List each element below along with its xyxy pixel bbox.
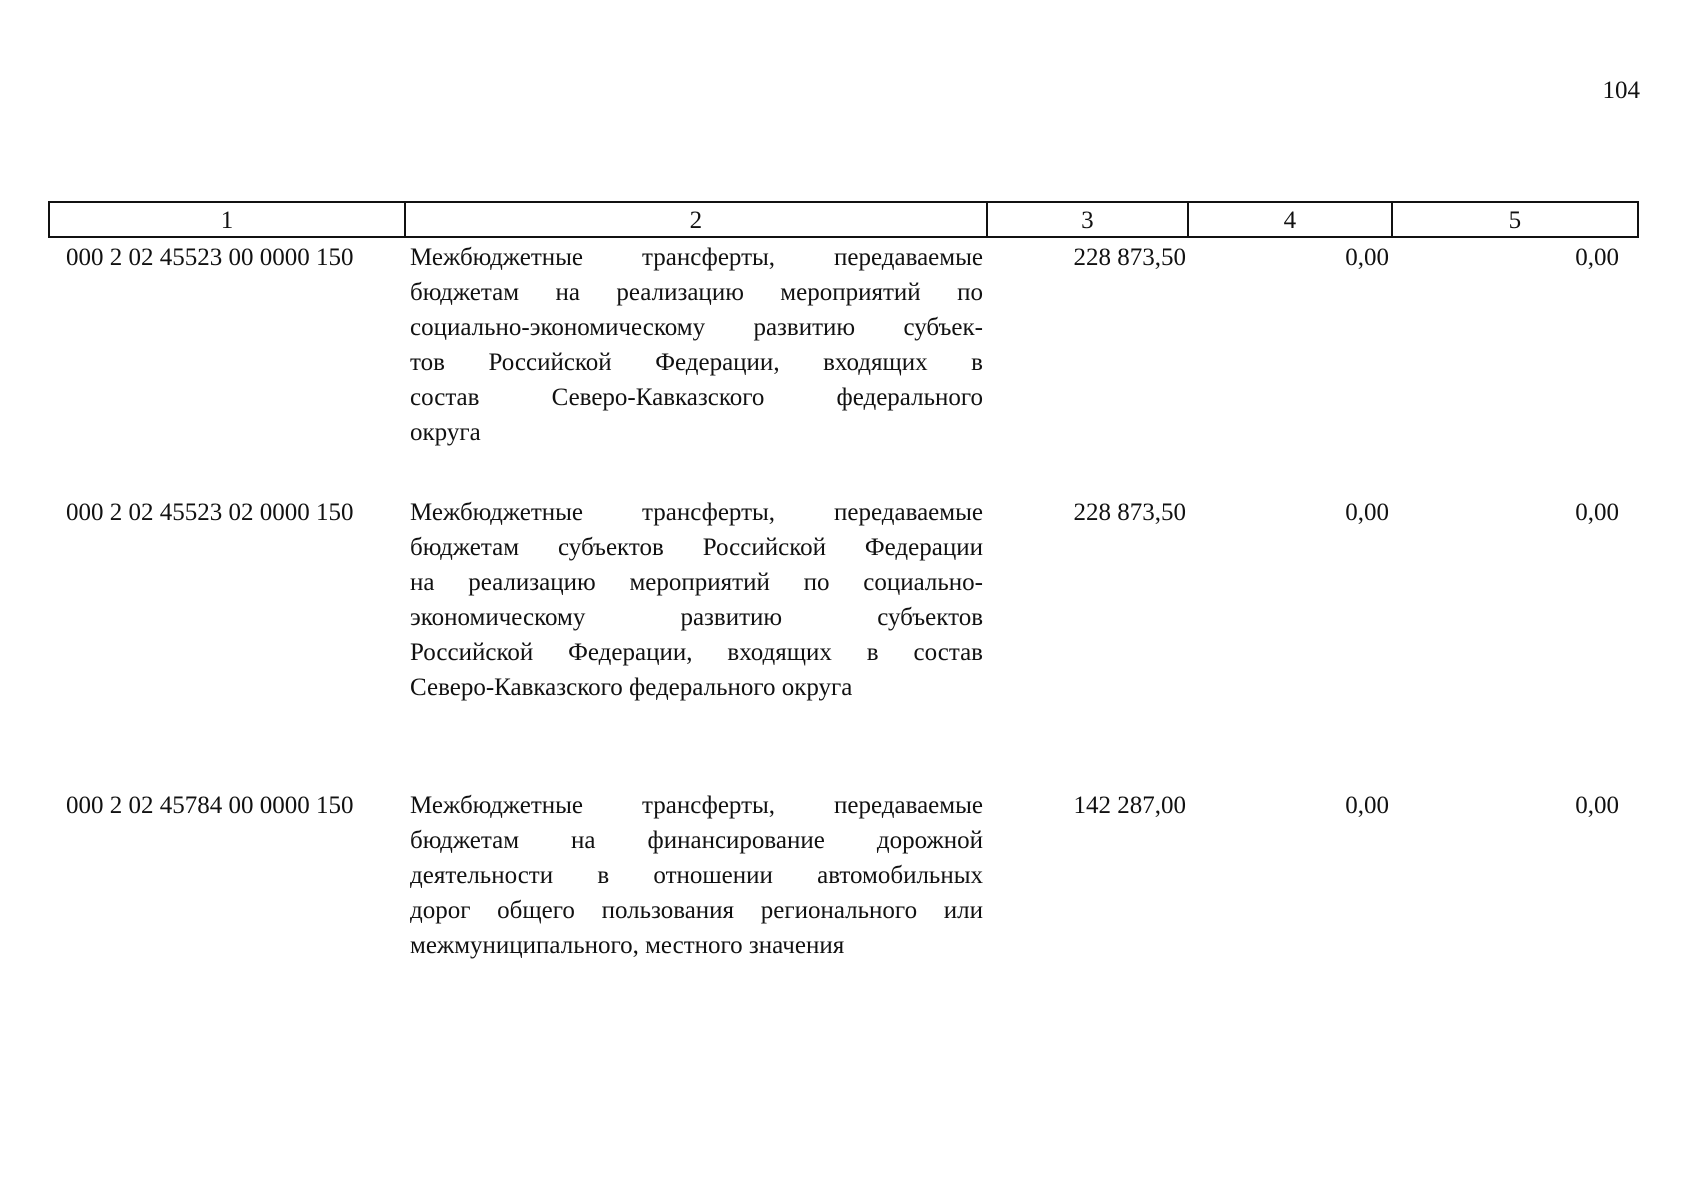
name-line: Межбюджетные трансферты, передаваемые: [410, 792, 983, 819]
name-line: дорог общего пользования регионального или: [410, 897, 983, 924]
amount-col-5: 0,00: [1575, 499, 1619, 526]
header-col-2: 2: [406, 203, 988, 236]
page-number: 104: [1602, 77, 1640, 104]
name-line: социально-экономическому развитию субъек-: [410, 314, 983, 341]
name-line: бюджетам субъектов Российской Федерации: [410, 534, 983, 561]
table-row: [48, 495, 1639, 705]
amount-col-5: 0,00: [1575, 792, 1619, 819]
name-line: округа: [410, 419, 481, 446]
amount-col-3: 142 287,00: [1073, 792, 1186, 819]
amount-col-4: 0,00: [1345, 244, 1389, 271]
name-line: бюджетам на реализацию мероприятий по: [410, 279, 983, 306]
name-line: Северо-Кавказского федерального округа: [410, 674, 853, 701]
name-line: межмуниципального, местного значения: [410, 932, 845, 959]
budget-item-name: [405, 495, 988, 705]
name-line: Российской Федерации, входящих в состав: [410, 639, 983, 666]
amount-col-4: 0,00: [1345, 499, 1389, 526]
budget-item-name: [405, 240, 988, 450]
name-line: Межбюджетные трансферты, передаваемые: [410, 499, 983, 526]
name-line: тов Российской Федерации, входящих в: [410, 349, 983, 376]
amount-col-4: 0,00: [1345, 792, 1389, 819]
budget-item-name: [405, 788, 988, 963]
amount-col-5: 0,00: [1575, 244, 1619, 271]
name-line: деятельности в отношении автомобильных: [410, 862, 983, 889]
name-line: экономическому развитию субъектов: [410, 604, 983, 631]
table-row: [48, 240, 1639, 450]
budget-code: 000 2 02 45523 00 0000 150: [66, 244, 354, 271]
name-line: состав Северо-Кавказского федерального: [410, 384, 983, 411]
name-line: Межбюджетные трансферты, передаваемые: [410, 244, 983, 271]
header-col-1: 1: [50, 203, 406, 236]
table-row: [48, 788, 1639, 963]
header-col-4: 4: [1189, 203, 1392, 236]
name-line: бюджетам на финансирование дорожной: [410, 827, 983, 854]
name-line: на реализацию мероприятий по социально-: [410, 569, 983, 596]
table-header: [48, 201, 1639, 238]
header-col-5: 5: [1508, 207, 1522, 234]
amount-col-3: 228 873,50: [1073, 244, 1186, 271]
amount-col-3: 228 873,50: [1073, 499, 1186, 526]
budget-code: 000 2 02 45784 00 0000 150: [66, 792, 354, 819]
header-col-3: 3: [988, 203, 1190, 236]
budget-code: 000 2 02 45523 02 0000 150: [66, 499, 354, 526]
